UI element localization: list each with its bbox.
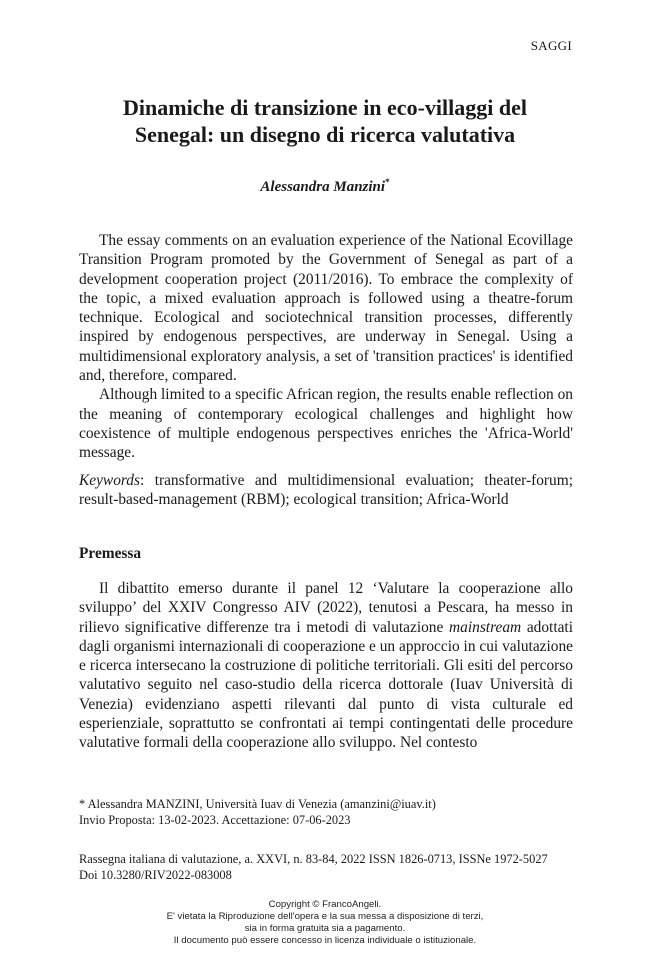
body-text-part-1: Il dibattito emerso durante il panel 12 ‘Valutare la cooperazione allo sviluppo’ del XXIV Congresso AIV (2022), tenutosi a Pescara, ha messo in rilievo significative differenze tra i metodi di valutazione	[79, 580, 573, 636]
copyright-line-1: Copyright © FrancoAngeli.	[268, 899, 382, 910]
body-text-part-2: adottati dagli organismi internazionali di cooperazione e un approccio in cui valutazione e ricerca intersecano la costruzione di politiche territoriali. Gli esiti del percorso valutativo seguito nel caso-studio della ricerca dottorale (Iuav Università di Venezia) evidenziano aspetti rilevanti dal punto di vista culturale ed esperienziale, soprattutto se confrontati ai tempi contingentati delle procedure valutative formali della cooperazione allo sviluppo. Nel contesto	[79, 618, 573, 752]
abstract	[79, 231, 573, 463]
article-title-line-2: Senegal: un disegno di ricerca valutativa	[134, 122, 516, 147]
keywords-label: Keywords	[79, 472, 140, 489]
abstract-paragraph-1: The essay comments on an evaluation experience of the National Ecovillage Transition Program promoted by the Government of Senegal as part of a development cooperation project (2011/2016). To embrace the complexity of the topic, a mixed evaluation approach is followed using a theatre-forum technique. Ecological and sociotechnical transition processes, differently inspired by endogenous perspectives, are underway in Senegal. Using a multidimensional exploratory analysis, a set of 'transition practices' is identified and, therefore, compared.	[79, 232, 573, 385]
article-title-line-1: Dinamiche di transizione in eco-villaggi del	[123, 95, 527, 120]
journal-doi: Doi 10.3280/RIV2022-083008	[79, 868, 232, 882]
copyright-line-3: sia in forma gratuita sia a pagamento.	[244, 923, 406, 934]
body-text-emphasis: mainstream	[449, 618, 522, 636]
footnote-affiliation: * Alessandra MANZINI, Università Iuav di Venezia (amanzini@iuav.it)	[79, 797, 436, 811]
section-heading: Premessa	[79, 545, 142, 562]
author-footnote-marker: *	[385, 177, 390, 187]
body-text	[79, 579, 573, 753]
running-head: SAGGI	[530, 38, 572, 53]
abstract-paragraph-2: Although limited to a specific African region, the results enable reflection on the meaning of contemporary ecological challenges and highlight how coexistence of multiple endogenous perspectives enriches the 'Africa-World' message.	[79, 386, 573, 462]
footnotes	[79, 796, 573, 828]
copyright-line-4: Il documento può essere concesso in licenza individuale o istituzionale.	[173, 935, 477, 946]
copyright-notice	[0, 899, 650, 947]
journal-info	[79, 851, 548, 883]
author-name: Alessandra Manzini	[260, 179, 386, 195]
journal-citation: Rassegna italiana di valutazione, a. XXVI, n. 83-84, 2022 ISSN 1826-0713, ISSNe 1972-5027	[79, 852, 548, 866]
copyright-line-2: E' vietata la Riproduzione dell'opera e la sua messa a disposizione di terzi,	[166, 911, 484, 922]
article-title	[60, 94, 590, 148]
keywords	[79, 471, 573, 510]
keywords-text: : transformative and multidimensional evaluation; theater-forum; result-based-management (RBM); ecological transition; Africa-World	[79, 472, 573, 509]
body-paragraph	[79, 579, 573, 753]
author-byline	[0, 177, 650, 196]
footnote-dates: Invio Proposta: 13-02-2023. Accettazione: 07-06-2023	[79, 813, 351, 827]
